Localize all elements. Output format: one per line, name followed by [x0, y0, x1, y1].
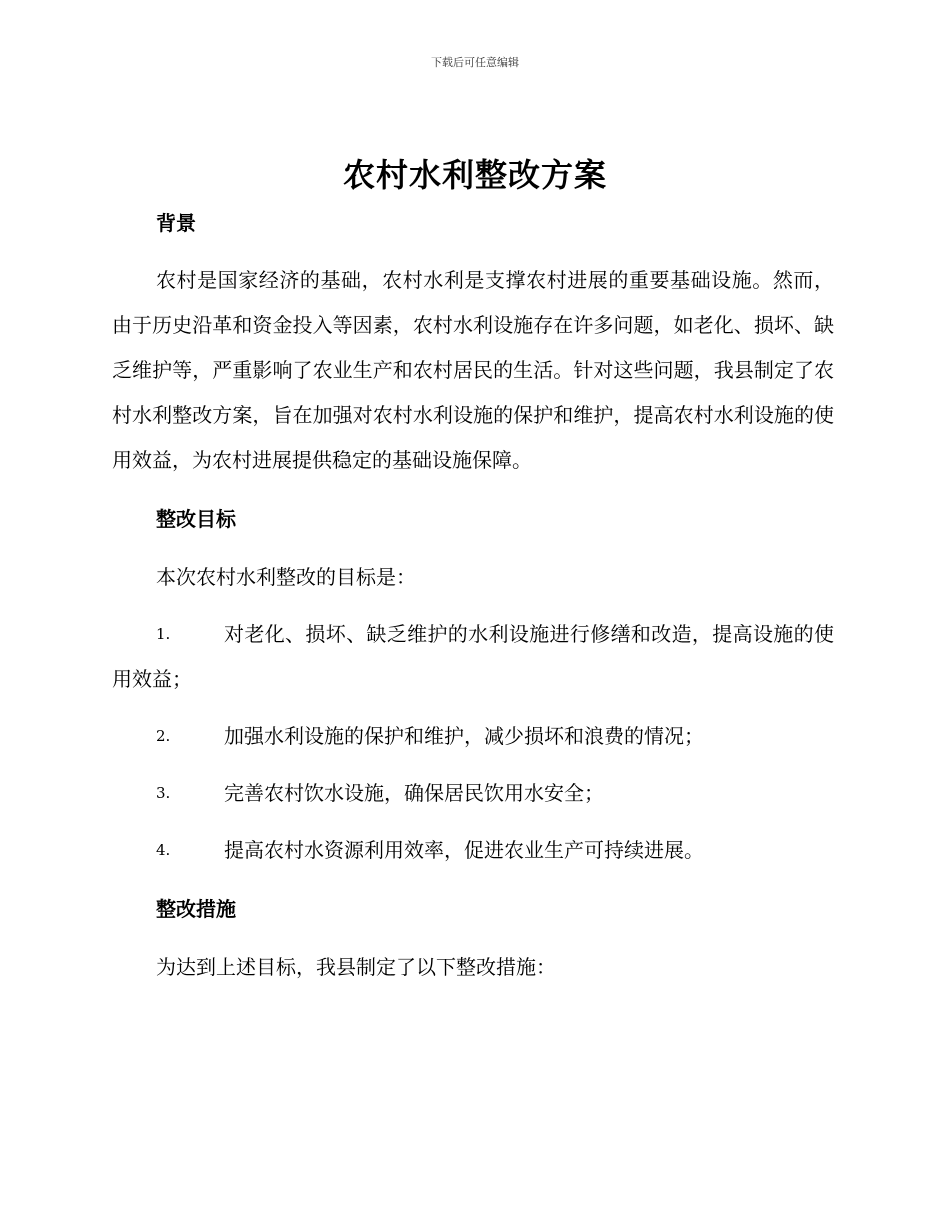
- header-note: 下载后可任意编辑: [431, 56, 519, 69]
- document-body: [112, 200, 834, 990]
- section-heading-goals: 整改目标: [156, 507, 236, 531]
- section-heading-measures: 整改措施: [156, 897, 236, 921]
- list-item-text: 完善农村饮水设施，确保居民饮用水安全；: [224, 781, 604, 805]
- list-item-number: 1.: [156, 625, 171, 643]
- measures-intro: 为达到上述目标，我县制定了以下整改措施：: [156, 955, 556, 979]
- list-item: [112, 714, 834, 759]
- list-item-number: 4.: [156, 841, 171, 859]
- list-item: [112, 771, 834, 816]
- list-item-text: 加强水利设施的保护和维护，减少损坏和浪费的情况；: [224, 724, 704, 748]
- list-item: [112, 612, 834, 702]
- goals-intro: 本次农村水利整改的目标是：: [156, 565, 416, 589]
- list-item-text: 对老化、损坏、缺乏维护的水利设施进行修缮和改造，提高设施的使用效益；: [112, 622, 834, 691]
- list-item-number: 2.: [156, 727, 171, 745]
- list-item: [112, 828, 834, 873]
- document-title: 农村水利整改方案: [342, 156, 607, 194]
- list-item-number: 3.: [156, 784, 171, 802]
- list-item-text: 提高农村水资源利用效率，促进农业生产可持续进展。: [224, 838, 704, 862]
- background-paragraph: 农村是国家经济的基础，农村水利是支撑农村进展的重要基础设施。然而，由于历史沿革和资金投入等因素，农村水利设施存在许多问题，如老化、损坏、缺乏维护等，严重影响了农业生产和农村居民的生活。针对这些问题，我县制定了农村水利整改方案，旨在加强对农村水利设施的保护和维护，提高农村水利设施的使用效益，为农村进展提供稳定的基础设施保障。: [112, 268, 834, 472]
- section-heading-background: 背景: [156, 211, 196, 235]
